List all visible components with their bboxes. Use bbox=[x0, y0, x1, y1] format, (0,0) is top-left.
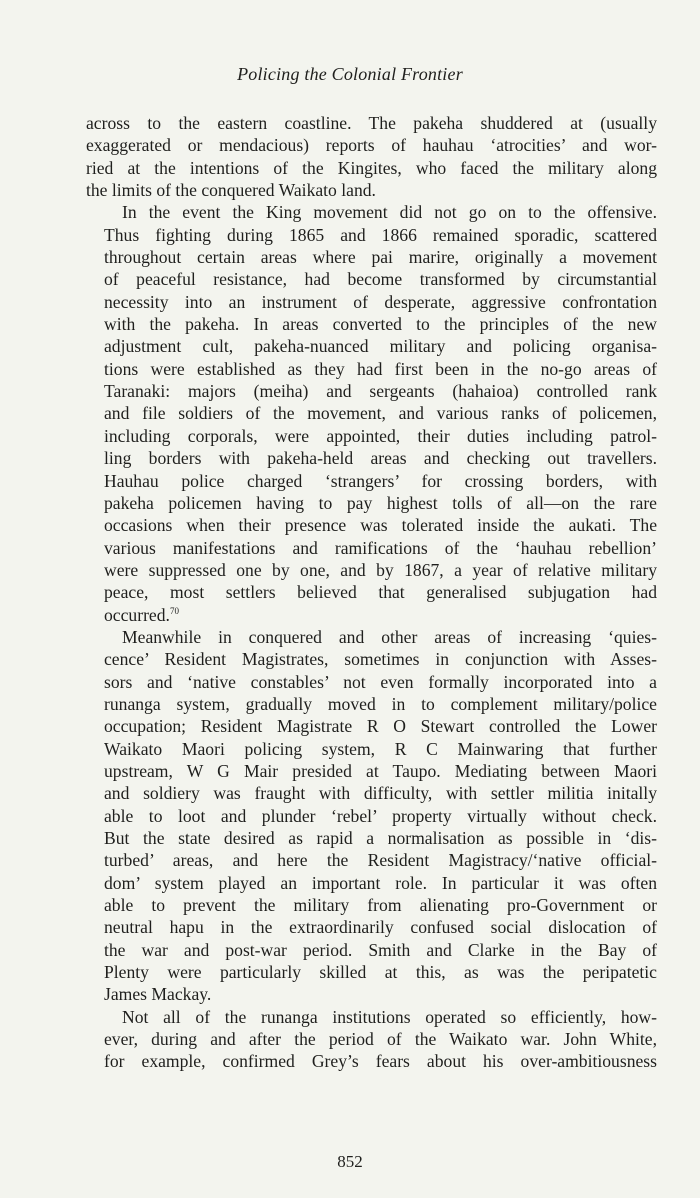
text-line: ried at the intentions of the Kingites, who faced the military along bbox=[86, 157, 657, 178]
body-text bbox=[86, 112, 657, 1073]
text-line: Thus fighting during 1865 and 1866 remained sporadic, scattered bbox=[104, 224, 657, 245]
text-line bbox=[86, 604, 657, 626]
text-line: of peaceful resistance, had become transformed by circumstantial bbox=[104, 269, 657, 290]
text-line: ling borders with pakeha-held areas and checking out travellers. bbox=[104, 448, 657, 469]
footnote-marker: 70 bbox=[169, 605, 179, 616]
running-head: Policing the Colonial Frontier bbox=[237, 64, 463, 84]
text-line: various manifestations and ramifications of the ‘hauhau rebellion’ bbox=[104, 537, 657, 558]
text-line: were suppressed one by one, and by 1867, a year of relative military bbox=[104, 559, 657, 580]
text-line: across to the eastern coastline. The pakeha shuddered at (usually bbox=[86, 113, 657, 133]
text-line: Waikato Maori policing system, R C Mainwaring that further bbox=[104, 738, 657, 759]
paragraph bbox=[86, 626, 657, 1006]
text-line: Taranaki: majors (meiha) and sergeants (hahaioa) controlled rank bbox=[104, 381, 657, 402]
text-line: Not all of the runanga institutions operated so efficiently, how- bbox=[122, 1006, 657, 1027]
text-line: Plenty were particularly skilled at this, as was the peripatetic bbox=[104, 962, 657, 983]
paragraph bbox=[86, 1006, 657, 1073]
text-line: Meanwhile in conquered and other areas of increasing ‘quies- bbox=[122, 626, 657, 647]
text-line: able to prevent the military from alienating pro-Government or bbox=[104, 895, 657, 916]
text-line: runanga system, gradually moved in to complement military/police bbox=[104, 693, 657, 714]
text-line: sors and ‘native constables’ not even formally incorporated into a bbox=[104, 671, 657, 692]
text-line: upstream, W G Mair presided at Taupo. Mediating between Maori bbox=[104, 760, 657, 781]
text-line: ever, during and after the period of the Waikato war. John White, bbox=[104, 1029, 657, 1050]
text-line: neutral hapu in the extraordinarily confused social dislocation of bbox=[104, 917, 657, 938]
text-line: throughout certain areas where pai marire, originally a movement bbox=[104, 247, 657, 268]
text-line: peace, most settlers believed that generalised subjugation had bbox=[104, 582, 657, 603]
text-line-content: occurred. bbox=[104, 604, 170, 625]
text-line: the limits of the conquered Waikato land. bbox=[86, 180, 376, 201]
text-line: occupation; Resident Magistrate R O Stewart controlled the Lower bbox=[104, 716, 657, 737]
text-line: occasions when their presence was tolerated inside the aukati. The bbox=[104, 515, 657, 536]
text-line: including corporals, were appointed, their duties including patrol- bbox=[104, 425, 657, 446]
paragraph bbox=[86, 112, 657, 201]
text-line: James Mackay. bbox=[104, 984, 212, 1005]
text-line: pakeha policemen having to pay highest tolls of all—on the rare bbox=[104, 492, 657, 513]
text-line: dom’ system played an important role. In particular it was often bbox=[104, 872, 657, 893]
text-line: exaggerated or mendacious) reports of hauhau ‘atrocities’ and wor- bbox=[86, 135, 657, 156]
text-line: adjustment cult, pakeha-nuanced military and policing organisa- bbox=[104, 336, 657, 357]
page-number: 852 bbox=[337, 1152, 363, 1171]
text-line: and file soldiers of the movement, and various ranks of policemen, bbox=[104, 403, 657, 424]
text-line: necessity into an instrument of desperate, aggressive confrontation bbox=[104, 291, 657, 312]
text-line: But the state desired as rapid a normalisation as possible in ‘dis- bbox=[104, 828, 657, 848]
text-line: Hauhau police charged ‘strangers’ for crossing borders, with bbox=[104, 470, 657, 491]
paragraph bbox=[86, 201, 657, 626]
text-line: tions were established as they had first been in the no-go areas of bbox=[104, 358, 657, 379]
text-line: cence’ Resident Magistrates, sometimes in conjunction with Asses- bbox=[104, 649, 657, 670]
text-line: the war and post-war period. Smith and Clarke in the Bay of bbox=[104, 939, 657, 960]
text-line: with the pakeha. In areas converted to the principles of the new bbox=[104, 314, 657, 335]
text-line: able to loot and plunder ‘rebel’ property virtually without check. bbox=[104, 805, 657, 826]
text-line: for example, confirmed Grey’s fears about his over-ambitiousness bbox=[104, 1051, 657, 1072]
text-line: In the event the King movement did not go on to the offensive. bbox=[122, 202, 657, 223]
text-line: and soldiery was fraught with difficulty, with settler militia initally bbox=[104, 783, 657, 804]
text-line: turbed’ areas, and here the Resident Magistracy/‘native official- bbox=[104, 850, 657, 871]
